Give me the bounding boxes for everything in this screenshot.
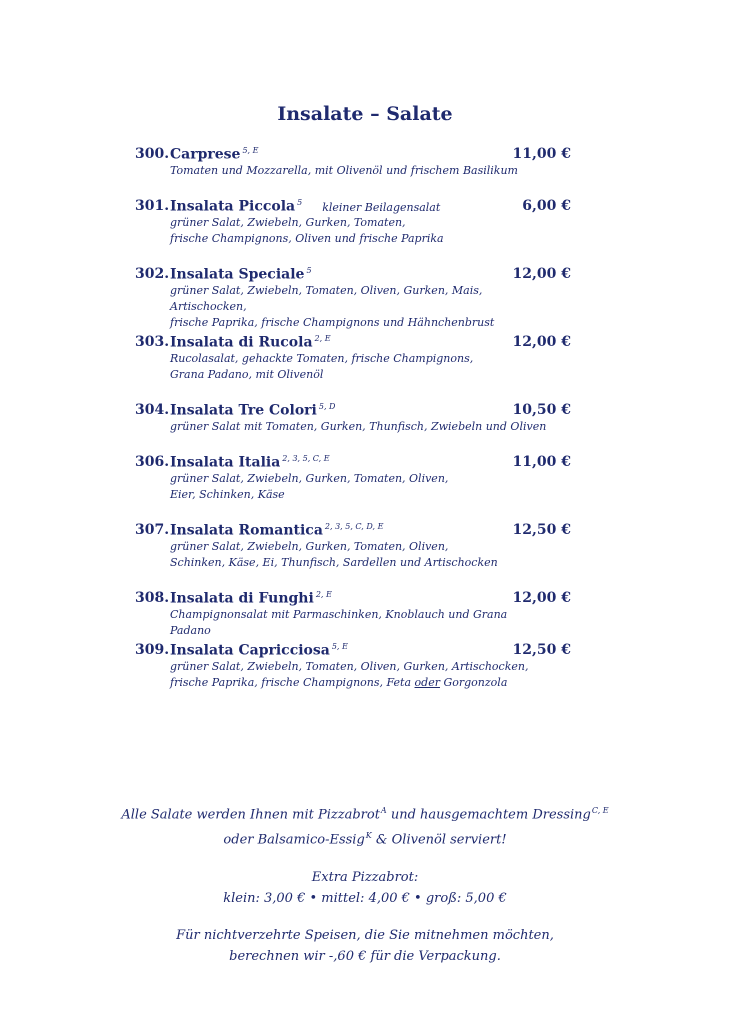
item-price: 11,00 € [512,454,571,470]
item-name-wrap [170,198,440,215]
item-price: 12,00 € [512,266,571,282]
description-line [170,675,550,691]
item-name-wrap [170,454,330,471]
item-number: 308. [135,590,170,606]
item-name-wrap [170,402,335,419]
dressing-text: und hausgemachtem Dressing [390,807,591,823]
description-text: frische Paprika, frische Champignons, Feta [170,676,415,689]
description-line: grüner Salat, Zwiebeln, Gurken, Tomaten, Oliven, [170,540,449,553]
item-number: 304. [135,402,170,418]
menu-item [0,400,730,452]
allergen-codes: 5 [306,266,312,275]
item-name: Insalata Italia [170,454,281,471]
description-line: Eier, Schinken, Käse [170,488,285,501]
menu-footer [0,800,730,983]
item-description [170,539,550,571]
item-description [170,471,550,503]
allergen-codes: K [365,831,372,841]
allergen-codes: 2, E [314,334,331,343]
packaging-line: Für nichtverzehrte Speisen, die Sie mitnehmen möchten, [176,927,554,943]
description-line: Grana Padano, mit Olivenöl [170,368,324,381]
item-name-wrap [170,266,312,283]
menu-item [0,144,730,196]
item-name-wrap [170,590,332,607]
allergen-codes: C, E [591,806,609,815]
item-price: 6,00 € [522,198,571,214]
extra-bread-note [0,867,730,909]
allergen-codes: 5, E [242,146,259,155]
item-description [170,163,550,179]
description-line: grüner Salat, Zwiebeln, Tomaten, Oliven, Gurken, Mais, Artischocken, [170,284,483,313]
menu-item [0,264,730,332]
extra-bread-prices: klein: 3,00 € • mittel: 4,00 € • groß: 5,00 € [223,890,507,906]
allergen-codes: 5, E [331,642,348,651]
dressing-note [0,800,730,851]
description-line: grüner Salat, Zwiebeln, Tomaten, Oliven, Gurken, Artischocken, [170,660,529,673]
packaging-note [0,925,730,967]
item-number: 300. [135,146,170,162]
item-name: Insalata Piccola [170,198,296,215]
allergen-codes: 5, D [318,402,336,411]
description-line: Schinken, Käse, Ei, Thunfisch, Sardellen und Artischocken [170,556,498,569]
item-description [170,283,550,331]
dressing-text: Alle Salate werden Ihnen mit Pizzabrot [121,807,380,823]
item-number: 301. [135,198,170,214]
extra-bread-title: Extra Pizzabrot: [311,869,419,885]
description-line: frische Paprika, frische Champignons und Hähnchenbrust [170,316,495,329]
dressing-text: oder Balsamico-Essig [223,832,365,848]
menu-item [0,452,730,520]
packaging-line: berechnen wir -,60 € für die Verpackung. [229,948,501,964]
description-line: frische Champignons, Oliven und frische Paprika [170,232,444,245]
item-description [170,419,550,435]
item-price: 12,50 € [512,522,571,538]
item-number: 309. [135,642,170,658]
item-name: Insalata Tre Colori [170,402,317,419]
allergen-codes: 2, 3, 5, C, D, E [324,522,384,531]
item-price: 12,00 € [512,334,571,350]
item-number: 302. [135,266,170,282]
item-name: Insalata di Funghi [170,590,314,607]
item-note: kleiner Beilagensalat [322,200,441,214]
menu-item [0,640,730,708]
dressing-text: & Olivenöl serviert! [375,832,507,848]
menu-item [0,588,730,640]
item-name: Carprese [170,146,241,163]
item-number: 307. [135,522,170,538]
description-line: Tomaten und Mozzarella, mit Olivenöl und frischem Basilikum [170,164,518,177]
item-name-wrap [170,334,331,351]
item-price: 10,50 € [512,402,571,418]
menu-item-list [0,144,730,708]
item-name: Insalata Capricciosa [170,642,330,659]
item-price: 12,50 € [512,642,571,658]
item-description [170,351,550,383]
item-name: Insalata Romantica [170,522,323,539]
item-description [170,215,550,247]
page-title: Insalate – Salate [277,103,453,125]
item-name-wrap [170,642,348,659]
allergen-codes: 2, E [315,590,332,599]
item-description [170,607,550,639]
description-line: Champignonsalat mit Parmaschinken, Knoblauch und Grana Padano [170,608,508,637]
item-price: 12,00 € [512,590,571,606]
menu-item [0,196,730,264]
description-line: grüner Salat mit Tomaten, Gurken, Thunfisch, Zwiebeln und Oliven [170,420,547,433]
item-price: 11,00 € [512,146,571,162]
item-description [170,659,550,691]
menu-item [0,520,730,588]
item-name: Insalata di Rucola [170,334,313,351]
allergen-codes: 2, 3, 5, C, E [282,454,330,463]
menu-item [0,332,730,400]
item-name-wrap [170,146,258,163]
description-line: grüner Salat, Zwiebeln, Gurken, Tomaten, Oliven, [170,472,449,485]
allergen-codes: A [380,806,387,815]
description-line: grüner Salat, Zwiebeln, Gurken, Tomaten, [170,216,406,229]
item-number: 306. [135,454,170,470]
description-text: Gorgonzola [439,676,508,689]
item-number: 303. [135,334,170,350]
underlined-word: oder [414,676,440,689]
item-name-wrap [170,522,383,539]
item-name: Insalata Speciale [170,266,305,283]
description-line: Rucolasalat, gehackte Tomaten, frische Champignons, [170,352,474,365]
allergen-codes: 5 [297,198,303,207]
